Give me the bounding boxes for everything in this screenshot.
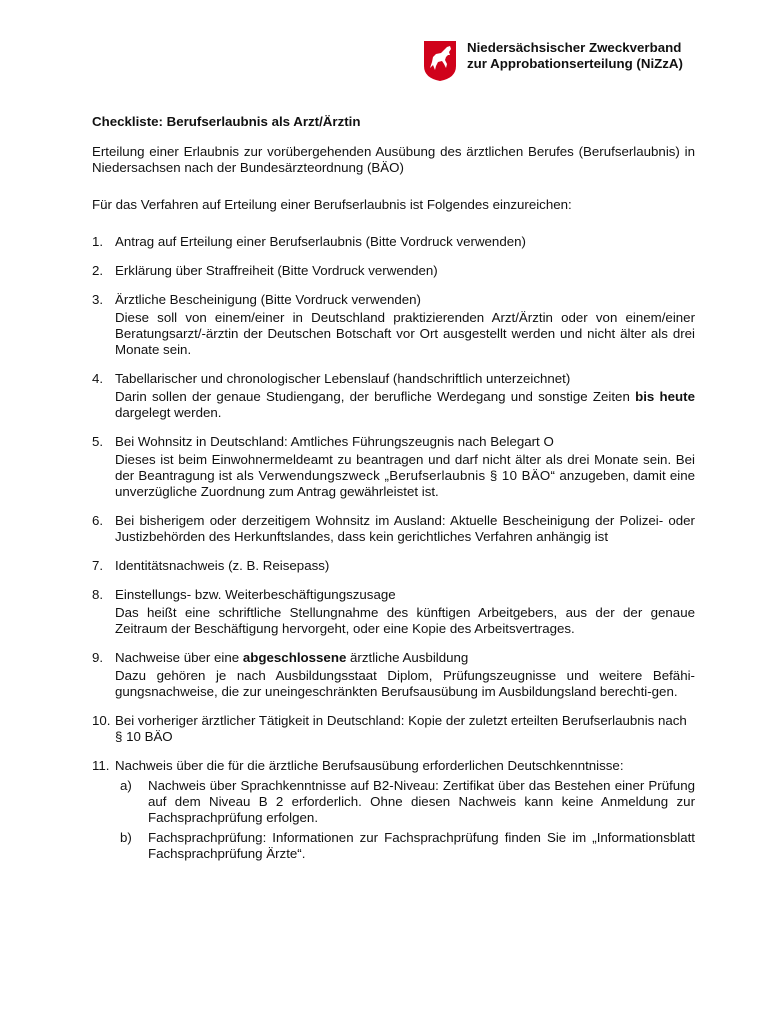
item-number: 8.: [92, 587, 104, 602]
item-heading: Identitätsnachweis (z. B. Reisepass): [115, 558, 330, 573]
item-number: 9.: [92, 650, 104, 665]
org-line-1: Niedersächsischer Zweckverband: [467, 40, 682, 55]
heading-text-end: ärztliche Ausbildung: [346, 650, 469, 665]
item-number: 10.: [92, 713, 111, 728]
description-text-end: anzugeben, damit eine unverzügliche Zuordnung zum Antrag gewährleistet ist.: [115, 468, 696, 499]
item-number: 7.: [92, 558, 104, 573]
item-number: 11.: [92, 758, 110, 773]
intro-paragraph: Erteilung einer Erlaubnis zur vorübergehenden Ausübung des ärztlichen Berufes (Berufserlaubnis) in Niedersachsen nach der Bundesärzteordnung (BÄO): [92, 144, 695, 175]
checklist-item-5: [92, 434, 695, 500]
checklist-item-8: [92, 587, 695, 637]
item-heading: Ärztliche Bescheinigung (Bitte Vordruck verwenden): [115, 292, 421, 307]
checklist-item-10: [92, 713, 695, 745]
checklist-item-1: [92, 234, 695, 250]
item-heading: Erklärung über Straffreiheit (Bitte Vordruck verwenden): [115, 263, 438, 278]
item-number: 6.: [92, 513, 104, 528]
description-text-end: dargelegt werden.: [115, 405, 222, 420]
sub-item-a: [115, 778, 695, 826]
item-heading: Nachweis über die für die ärztliche Berufsausübung erforderlichen Deutschkenntnisse:: [115, 758, 624, 773]
description-text: Dieses ist beim Einwohnermeldeamt zu beantragen und darf nicht älter als drei Monate sein. Bei der Beantragung ist: [115, 452, 695, 483]
description-text: Darin sollen der genaue Studiengang, der berufliche Werdegang und sonstige Zeiten: [115, 389, 636, 404]
letterhead: [423, 40, 683, 82]
item-number: 2.: [92, 263, 104, 278]
checklist-item-11: [92, 758, 695, 862]
item-heading: Antrag auf Erteilung einer Berufserlaubnis (Bitte Vordruck verwenden): [115, 234, 526, 249]
lower-saxony-horse-icon: [423, 40, 457, 82]
item-heading: Tabellarischer und chronologischer Lebenslauf (handschriftlich unterzeichnet): [115, 371, 571, 386]
description-emphasis: bis heute: [635, 389, 695, 404]
item-number: 3.: [92, 292, 104, 307]
item-description: [115, 452, 695, 500]
lead-paragraph: Für das Verfahren auf Erteilung einer Berufserlaubnis ist Folgendes einzureichen:: [92, 197, 572, 212]
checklist-item-4: [92, 371, 695, 421]
item-heading: Bei bisherigem oder derzeitigem Wohnsitz im Ausland: Aktuelle Bescheinigung der Polizei- oder Justizbehörden des Herkunftslandes, dass kein gerichtliches Verfahren anhängig ist: [115, 513, 695, 544]
item-heading: Bei Wohnsitz in Deutschland: Amtliches Führungszeugnis nach Belegart O: [115, 434, 554, 449]
item-description: [115, 389, 695, 421]
heading-emphasis: abgeschlossene: [242, 650, 347, 665]
item-heading: Einstellungs- bzw. Weiterbeschäftigungszusage: [115, 587, 396, 602]
sub-item-text: Fachsprachprüfung: Informationen zur Fachsprachprüfung finden Sie im „Informationsblatt Fachsprachprüfung Ärzte“.: [148, 830, 695, 861]
checklist-item-6: [92, 513, 695, 545]
item-heading: [115, 650, 695, 666]
item-description: Dazu gehören je nach Ausbildungsstaat Diplom, Prüfungszeugnisse und weitere Befähi-gungsnachweise, die zur uneingeschränkten Berufsausübung im Ausbildungsland berechti-gen.: [115, 668, 695, 699]
document-title: Checkliste: Berufserlaubnis als Arzt/Ärztin: [92, 114, 361, 129]
checklist-item-2: [92, 263, 695, 279]
item-number: 4.: [92, 371, 104, 386]
checklist-item-3: [92, 292, 695, 358]
heading-text: Nachweise über eine: [115, 650, 243, 665]
item-heading: Bei vorheriger ärztlicher Tätigkeit in Deutschland: Kopie der zuletzt erteilten Berufserlaubnis nach § 10 BÄO: [115, 713, 687, 744]
sub-item-marker: a): [120, 778, 132, 793]
sub-item-marker: b): [120, 830, 132, 845]
item-description: Diese soll von einem/einer in Deutschland praktizierenden Arzt/Ärztin oder von einem/einer Beratungsarzt/-ärztin der Deutschen Botschaft vor Ort ausgestellt werden und nicht älter als drei Monate sein.: [115, 310, 695, 357]
item-number: 5.: [92, 434, 104, 449]
sub-item-text: Nachweis über Sprachkenntnisse auf B2-Niveau: Zertifikat über das Bestehen einer Prüfung auf dem Niveau B 2 erforderlich. Ohne diesen Nachweis kann keine Anmeldung zur Fachsprachprüfung erfolgen.: [148, 778, 695, 825]
org-line-2: zur Approbationserteilung (NiZzA): [467, 56, 683, 71]
checklist-item-7: [92, 558, 695, 574]
item-number: 1.: [92, 234, 104, 249]
checklist-item-9: [92, 650, 695, 700]
sub-item-b: [115, 830, 695, 862]
item-description: Das heißt eine schriftliche Stellungnahme des künftigen Arbeitgebers, aus der der genaue Zeitraum der Beschäftigung hervorgeht, oder eine Kopie des Arbeitsvertrages.: [115, 605, 695, 636]
usage-purpose-text: als Verwendungszweck „Berufserlaubnis § 10 BÄO“: [236, 468, 556, 483]
organization-name: [467, 40, 683, 72]
document-body: [92, 114, 695, 875]
